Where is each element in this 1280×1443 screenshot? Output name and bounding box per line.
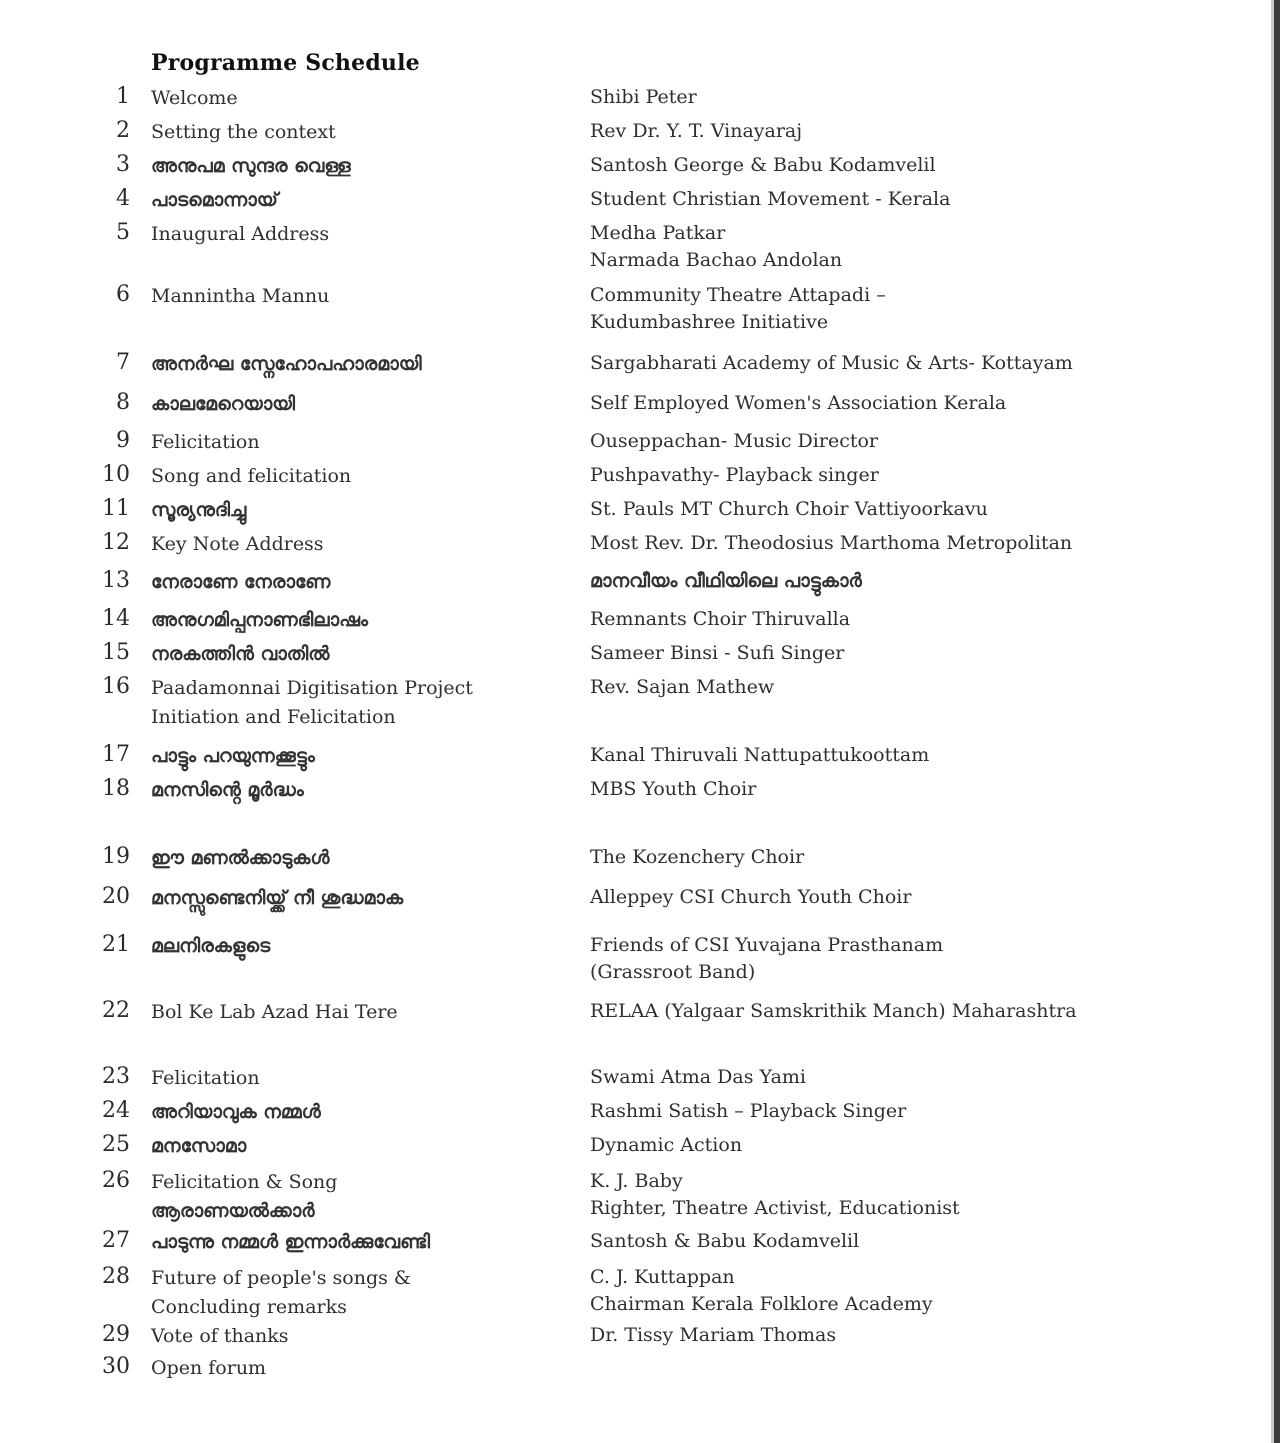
performer [590, 350, 1210, 377]
item-number: 16 [102, 674, 130, 699]
programme-item-line: Felicitation [151, 431, 260, 453]
item-number: 12 [102, 530, 130, 555]
performer [590, 428, 1210, 455]
programme-item-line: Setting the context [151, 121, 336, 143]
performer-line: Friends of CSI Yuvajana Prasthanam [590, 934, 944, 956]
item-number: 20 [102, 884, 130, 909]
performer [590, 1168, 1210, 1222]
performer [590, 844, 1210, 871]
programme-item-line: Welcome [151, 87, 238, 109]
programme-item [151, 496, 571, 525]
item-number: 3 [116, 152, 130, 177]
programme-item-line: Open forum [151, 1357, 267, 1379]
programme-item-line: Vote of thanks [151, 1325, 289, 1347]
item-number: 14 [102, 606, 130, 631]
performer [590, 462, 1210, 489]
item-number: 11 [102, 496, 130, 521]
performer-line: Narmada Bachao Andolan [590, 249, 843, 271]
item-number: 2 [116, 118, 130, 143]
programme-item [151, 1354, 571, 1383]
performer [590, 1132, 1210, 1159]
programme-item [151, 1098, 571, 1127]
programme-item-line: പാടമൊന്നായ് [151, 189, 278, 211]
performer-line: Most Rev. Dr. Theodosius Marthoma Metropolitan [590, 532, 1073, 554]
performer [590, 998, 1210, 1025]
item-number: 10 [102, 462, 130, 487]
programme-item [151, 568, 571, 597]
performer-line: Student Christian Movement - Kerala [590, 188, 951, 210]
item-number: 26 [102, 1168, 130, 1193]
performer-line: The Kozenchery Choir [590, 846, 805, 868]
performer-line: Alleppey CSI Church Youth Choir [590, 886, 912, 908]
programme-item-line: സൂര്യനുദിച്ചു [151, 499, 247, 521]
performer-line: Rashmi Satish – Playback Singer [590, 1100, 907, 1122]
performer [590, 186, 1210, 213]
item-number: 30 [102, 1354, 130, 1379]
programme-item-line: പാടുന്നു നമ്മൾ ഇന്നാർക്കുവേണ്ടി [151, 1231, 430, 1253]
page-edge-scrollbar [1274, 0, 1280, 1443]
programme-item-line: Mannintha Mannu [151, 285, 330, 307]
performer [590, 640, 1210, 667]
item-number: 19 [102, 844, 130, 869]
performer-line: Medha Patkar [590, 222, 726, 244]
performer-line: Ouseppachan- Music Director [590, 430, 878, 452]
performer [590, 1264, 1210, 1318]
item-number: 21 [102, 932, 130, 957]
performer-line: Santosh George & Babu Kodamvelil [590, 154, 936, 176]
programme-item [151, 884, 571, 913]
item-number: 9 [116, 428, 130, 453]
programme-item-line: Future of people's songs & [151, 1267, 411, 1289]
programme-item-line: ഈ മണൽക്കാടുകൾ [151, 847, 330, 869]
performer [590, 776, 1210, 803]
programme-item [151, 1228, 571, 1257]
performer-line: Shibi Peter [590, 86, 697, 108]
performer [590, 568, 1210, 595]
programme-item [151, 932, 571, 961]
programme-item [151, 1322, 571, 1351]
performer [590, 84, 1210, 111]
performer-line: Remnants Choir Thiruvalla [590, 608, 851, 630]
programme-item-line: നേരാണേ നേരാണേ [151, 571, 331, 593]
performer-line: Sargabharati Academy of Music & Arts- Kottayam [590, 352, 1073, 374]
performer [590, 1098, 1210, 1125]
performer [590, 932, 1210, 986]
performer-line: Chairman Kerala Folklore Academy [590, 1293, 933, 1315]
performer-line: മാനവീയം വീഥിയിലെ പാട്ടുകാർ [590, 570, 862, 592]
programme-item [151, 998, 571, 1027]
programme-item-line: പാട്ടും പറയുന്നക്കൂട്ടും [151, 745, 315, 767]
programme-item [151, 1168, 571, 1226]
programme-item [151, 84, 571, 113]
performer-line: RELAA (Yalgaar Samskrithik Manch) Maharashtra [590, 1000, 1077, 1022]
performer [590, 530, 1210, 557]
performer-line: Dynamic Action [590, 1134, 743, 1156]
item-number: 25 [102, 1132, 130, 1157]
performer [590, 220, 1210, 274]
programme-item-line: അനുഗമിപ്പനാണഭിലാഷം [151, 609, 368, 631]
performer-line: Rev. Sajan Mathew [590, 676, 775, 698]
item-number: 4 [116, 186, 130, 211]
performer [590, 884, 1210, 911]
item-number: 17 [102, 742, 130, 767]
item-number: 8 [116, 390, 130, 415]
programme-item [151, 220, 571, 249]
programme-item [151, 118, 571, 147]
programme-item [151, 350, 571, 379]
performer [590, 152, 1210, 179]
programme-item-line: മനസിൻ്റെ മൂർദ്ധം [151, 779, 304, 801]
item-number: 7 [116, 350, 130, 375]
programme-item-line: നരകത്തിൻ വാതിൽ [151, 643, 330, 665]
performer-line: Rev Dr. Y. T. Vinayaraj [590, 120, 803, 142]
performer [590, 742, 1210, 769]
performer-line: Kudumbashree Initiative [590, 311, 829, 333]
programme-item-line: Paadamonnai Digitisation Project [151, 677, 473, 699]
programme-item-line: Inaugural Address [151, 223, 330, 245]
item-number: 23 [102, 1064, 130, 1089]
performer-line: C. J. Kuttappan [590, 1266, 735, 1288]
performer [590, 390, 1210, 417]
programme-item [151, 152, 571, 181]
performer-line: Self Employed Women's Association Kerala [590, 392, 1007, 414]
programme-item-line: അനർഘ സ്നേഹോപഹാരമായി [151, 353, 422, 375]
programme-item-line: Bol Ke Lab Azad Hai Tere [151, 1001, 398, 1023]
programme-item [151, 390, 571, 419]
item-number: 18 [102, 776, 130, 801]
performer-line: Pushpavathy- Playback singer [590, 464, 879, 486]
item-number: 15 [102, 640, 130, 665]
programme-item [151, 282, 571, 311]
programme-item [151, 530, 571, 559]
programme-item [151, 462, 571, 491]
performer-line: Swami Atma Das Yami [590, 1066, 806, 1088]
programme-item [151, 606, 571, 635]
performer-line: Community Theatre Attapadi – [590, 284, 886, 306]
item-number: 6 [116, 282, 130, 307]
programme-item [151, 844, 571, 873]
programme-item-line: Initiation and Felicitation [151, 706, 396, 728]
programme-item-line: അറിയാവുക നമ്മൾ [151, 1101, 321, 1123]
performer-line: K. J. Baby [590, 1170, 683, 1192]
programme-item [151, 1064, 571, 1093]
programme-item-line: Felicitation [151, 1067, 260, 1089]
item-number: 5 [116, 220, 130, 245]
programme-item-line: Song and felicitation [151, 465, 352, 487]
programme-item-line: Concluding remarks [151, 1296, 347, 1318]
performer-line: Dr. Tissy Mariam Thomas [590, 1324, 837, 1346]
programme-item [151, 186, 571, 215]
performer-line: Santosh & Babu Kodamvelil [590, 1230, 860, 1252]
performer [590, 496, 1210, 523]
performer [590, 282, 1210, 336]
item-number: 28 [102, 1264, 130, 1289]
item-number: 22 [102, 998, 130, 1023]
performer-line: MBS Youth Choir [590, 778, 757, 800]
programme-item-line: Key Note Address [151, 533, 324, 555]
performer-line: Righter, Theatre Activist, Educationist [590, 1197, 960, 1219]
performer [590, 1228, 1210, 1255]
item-number: 27 [102, 1228, 130, 1253]
performer [590, 674, 1210, 701]
performer [590, 118, 1210, 145]
performer-line: Kanal Thiruvali Nattupattukoottam [590, 744, 930, 766]
performer-line: (Grassroot Band) [590, 961, 756, 983]
programme-item [151, 674, 571, 732]
programme-item [151, 1264, 571, 1322]
performer [590, 1064, 1210, 1091]
programme-item [151, 776, 571, 805]
performer [590, 606, 1210, 633]
programme-item [151, 742, 571, 771]
programme-item-line: മനസ്സുണ്ടെനിയ്ക്ക് നീ ശുദ്ധമാക [151, 887, 404, 909]
programme-item-line: കാലമേറെയായി [151, 393, 296, 415]
item-number: 24 [102, 1098, 130, 1123]
item-number: 29 [102, 1322, 130, 1347]
item-number: 1 [116, 84, 130, 109]
performer-line: St. Pauls MT Church Choir Vattiyoorkavu [590, 498, 988, 520]
programme-item [151, 1132, 571, 1161]
programme-item [151, 640, 571, 669]
performer [590, 1322, 1210, 1349]
programme-item-line: ആരാണയൽക്കാർ [151, 1200, 315, 1222]
programme-item-line: മനസോമാ [151, 1135, 247, 1157]
programme-item-line: മലനിരകളുടെ [151, 935, 271, 957]
page-title: Programme Schedule [151, 50, 420, 76]
performer-line: Sameer Binsi - Sufi Singer [590, 642, 845, 664]
programme-item-line: അനുപമ സുന്ദര വെള്ള [151, 155, 351, 177]
item-number: 13 [102, 568, 130, 593]
programme-item-line: Felicitation & Song [151, 1171, 338, 1193]
programme-item [151, 428, 571, 457]
